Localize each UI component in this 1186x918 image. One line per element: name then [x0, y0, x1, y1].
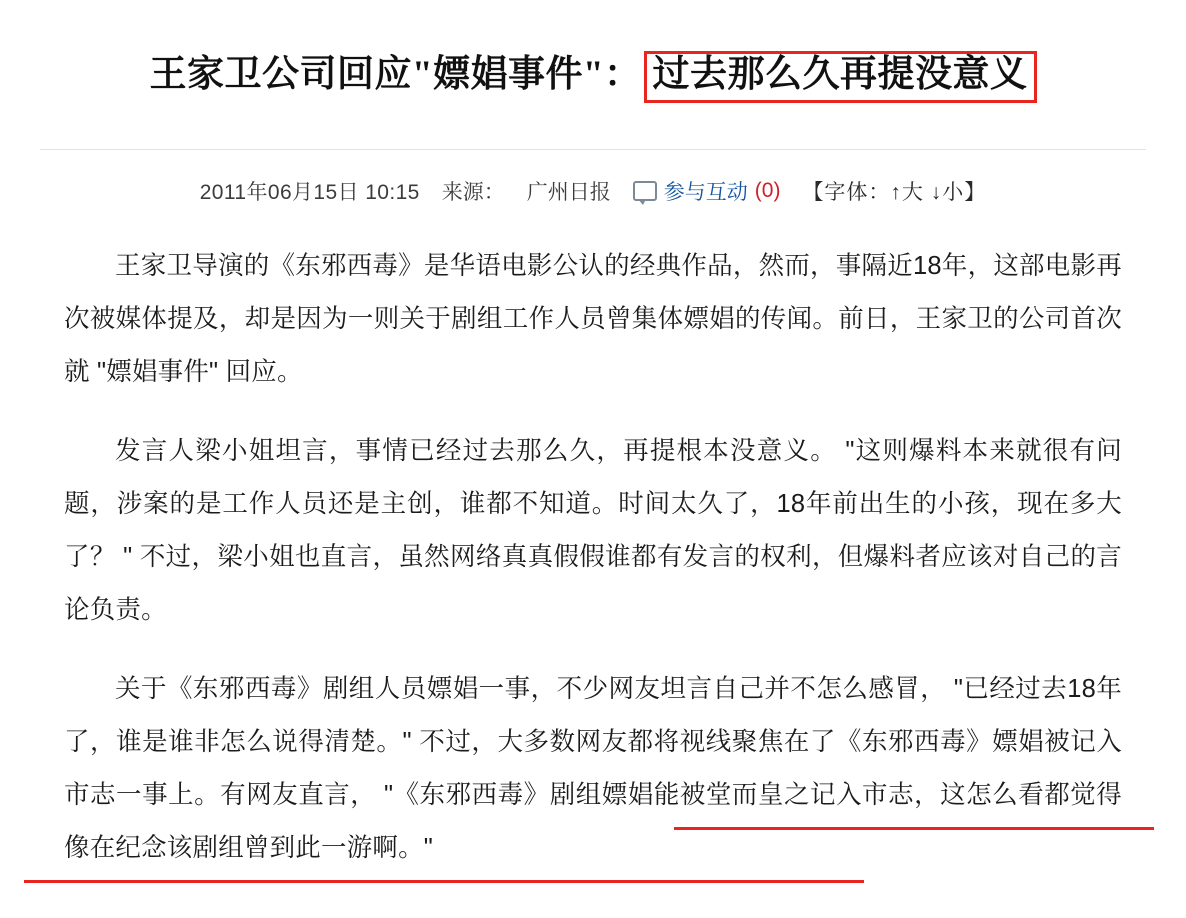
page-title-highlight: 过去那么久再提没意义 [644, 51, 1037, 103]
title-row [40, 0, 1146, 145]
font-size-control[interactable]: 【字体：↑大 ↓小】 [802, 181, 987, 205]
red-underline-highlight [24, 880, 864, 883]
article-paragraph: 王家卫导演的《东邪西毒》是华语电影公认的经典作品，然而，事隔近18年，这部电影再次被媒体提及，却是因为一则关于剧组工作人员曾集体嫖娼的传闻。前日，王家卫的公司首次就 "嫖娼事件" 回应。 [64, 252, 1122, 387]
source-name: 广州日报 [526, 181, 611, 205]
page-title-main: 王家卫公司回应"嫖娼事件"： [149, 53, 642, 95]
comment-bubble-icon [633, 181, 657, 201]
publish-date: 2011年06月15日 10:15 [199, 181, 420, 205]
interact-group[interactable] [633, 176, 781, 206]
article-meta [40, 150, 1146, 228]
red-underline-highlight [674, 827, 1154, 830]
page-title [149, 51, 1036, 103]
article-body [40, 228, 1146, 875]
source-label: 来源： [441, 181, 505, 205]
interact-link[interactable]: 参与互动 [663, 181, 748, 205]
interact-count: (0) [754, 179, 781, 203]
article-paragraph: 关于《东邪西毒》剧组人员嫖娼一事，不少网友坦言自己并不怎么感冒， "已经过去18年了，谁是谁非怎么说得清楚。" 不过，大多数网友都将视线聚焦在了《东邪西毒》嫖娼被记入市志一事上。有网友直言， "《东邪西毒》剧组嫖娼能被堂而皇之记入市志，这怎么看都觉得像在纪念该剧组曾到此一游啊。" [64, 675, 1122, 863]
article-paragraph: 发言人梁小姐坦言，事情已经过去那么久，再提根本没意义。 "这则爆料本来就很有问题，涉案的是工作人员还是主创，谁都不知道。时间太久了，18年前出生的小孩，现在多大了？ " 不过，梁小姐也直言，虽然网络真真假假谁都有发言的权利，但爆料者应该对自己的言论负责。 [64, 437, 1122, 625]
